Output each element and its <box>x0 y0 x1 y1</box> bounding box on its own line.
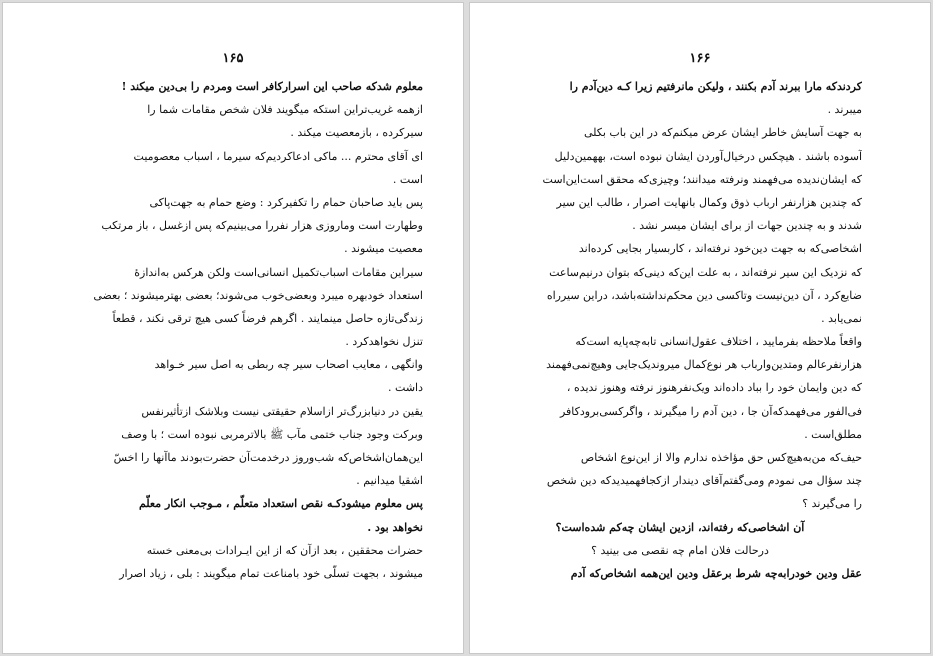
text-line: وانگهی ، معایب اصحاب سیر چه ربطی به اصل سیر خـواهد <box>154 358 423 372</box>
text-line: کردندکه مارا ببرند آدم بکنند ، ولیکن مانرفتیم زیرا کـه دین‌آدم را <box>569 80 862 93</box>
text-line: داشت . <box>388 381 423 395</box>
text-line: واقعاً ملاحظه بفرمایید ، اختلاف عقول‌انسانی تابه‌چه‌پایه است‌که <box>575 335 862 349</box>
text-line: آن اشخاصی‌که رفته‌اند، ازدین ایشان چه‌کم شده‌است؟ <box>555 520 805 534</box>
text-line: درحالت فلان امام چه نقصی می بینید ؟ <box>591 543 769 557</box>
text-line: زندگی‌تازه حاصل مینمایند . اگرهم فرضاً کسی هیچ ترقی نکند ، قطعاً <box>112 311 423 325</box>
text-line: که دین وایمان خود را بباد داده‌اند ویک‌نفرهنوز نرفته وهنوز ندیده ، <box>566 381 862 395</box>
text-line: هزارنفرعالم ومتدین‌وارباب هر نوع‌کمال میروندیک‌جایی وهیچ‌نمی‌فهمند <box>546 358 862 372</box>
text-line: حضرات محققین ، بعد ازآن که از این ایـرادات بی‌معنی خسته <box>146 543 423 557</box>
page-166 <box>469 2 931 654</box>
text-line: چند سؤال می نمودم ومی‌گفتم‌آقای دیندار ازکجافهمیدیدکه دین شخص <box>546 474 862 488</box>
text-line: آسوده باشند . هیچکس درخیال‌آوردن ایشان نبوده است، بههمین‌دلیل <box>554 149 862 163</box>
text-line: ازهمه غریب‌تراین استکه میگویند فلان شخص مقامات شما را <box>147 103 423 117</box>
page-text-left <box>75 75 423 585</box>
page-number: ۱۶۶ <box>689 51 711 66</box>
text-line: سیراین مقامات اسباب‌تکمیل انسانی‌است ولکن هرکس به‌اندازهٔ <box>134 265 423 279</box>
text-line: که ایشان‌ندیده می‌فهمند ونرفته میدانند؛ وچیزی‌که محقق است‌این‌است <box>542 172 862 186</box>
page-text-right <box>498 75 862 585</box>
text-line: معصیت میشوند . <box>344 242 423 256</box>
text-line: تنزل نخواهدکرد . <box>345 335 423 349</box>
text-line: میبرند . <box>827 103 862 117</box>
page-165 <box>2 2 464 654</box>
text-line: نخواهد بود . <box>367 520 423 534</box>
text-line: یقین در دنیابزرگ‌تر ازاسلام حقیقتی نیست وبلاشک ازتأثیرنفس <box>141 404 423 418</box>
text-line: ای آقای محترم ... ماکی ادعاکردیم‌که سیرما ، اسباب معصومیت <box>133 149 423 163</box>
text-line: سیرکرده ، بازمعصیت میکند . <box>290 126 423 140</box>
text-line: عقل ودین خودرابه‌چه شرط برعقل ودین این‌همه اشخاص‌که آدم <box>570 566 862 580</box>
text-line: که نزدیک این سیر نرفته‌اند ، به علت این‌که دینی‌که بتوان درنیم‌ساعت <box>549 265 862 279</box>
text-line: وطهارت است وماروزی هزار نفررا می‌بینیم‌که پس ازغسل ، باز مرتکب <box>101 219 423 233</box>
page-number: ۱۶۵ <box>222 51 244 66</box>
text-line: پس باید صاحبان حمام را تکفیرکرد : وضع حمام به جهت‌پاکی <box>149 195 423 209</box>
text-line: میشوند ، بجهت تسلّی خود بامناعت تمام میگویند : بلی ، زیاد اصرار <box>119 566 423 580</box>
text-line: شدند و به چندین جهات از برای ایشان میسر نشد . <box>632 219 862 233</box>
text-line: حیف‌که من‌به‌هیچ‌کس حق مؤاخذه ندارم والا از این‌نوع اشخاص <box>580 451 862 464</box>
text-line: فی‌الفور می‌فهمدکه‌آن جا ، دین آدم را میگیرند ، واگرکسی‌برودکافر <box>559 404 862 418</box>
text-line: مطلق‌است . <box>804 427 862 441</box>
text-line: اشقیا میدانیم . <box>356 474 423 488</box>
text-line: این‌همان‌اشخاص‌که شب‌وروز درخدمت‌آن حضرت‌بودند ماآنها را اخسّ <box>113 451 423 464</box>
text-line: معلوم شدکه صاحب این اسرارکافر است ومردم را بی‌دین میکند ! <box>121 80 423 93</box>
text-line: ضایع‌کرد ، آن دین‌نیست وتاکسی دین محکم‌نداشته‌باشد، دراین سیرراه <box>546 288 862 302</box>
text-line: که چندین هزارنفر ارباب ذوق وکمال بانهایت اصرار ، طالب این سیر <box>556 195 862 209</box>
text-line: به جهت آسایش خاطر ایشان عرض میکنم‌که در این باب بکلی <box>583 126 862 140</box>
text-line: را می‌گیرند ؟ <box>802 497 862 511</box>
text-line: وبرکت وجود جناب ختمی مآب ﷺ بالاترمربی نبوده است ؛ با وصف <box>121 427 423 441</box>
text-line: نمی‌یابد . <box>821 311 862 325</box>
text-line: استعداد خودبهره میبرد وبعضی‌خوب می‌شوند؛ بعضی بهترمیشوند ؛ بعضی <box>93 288 423 302</box>
text-line: است . <box>392 172 423 186</box>
text-line: اشخاصی‌که به جهت دین‌خود نرفته‌اند ، کاربسیار بجایی کرده‌اند <box>578 242 862 256</box>
text-line: پس معلوم میشودکـه نقص استعداد متعلّم ، مـوجب انکار معلّم <box>138 497 423 511</box>
